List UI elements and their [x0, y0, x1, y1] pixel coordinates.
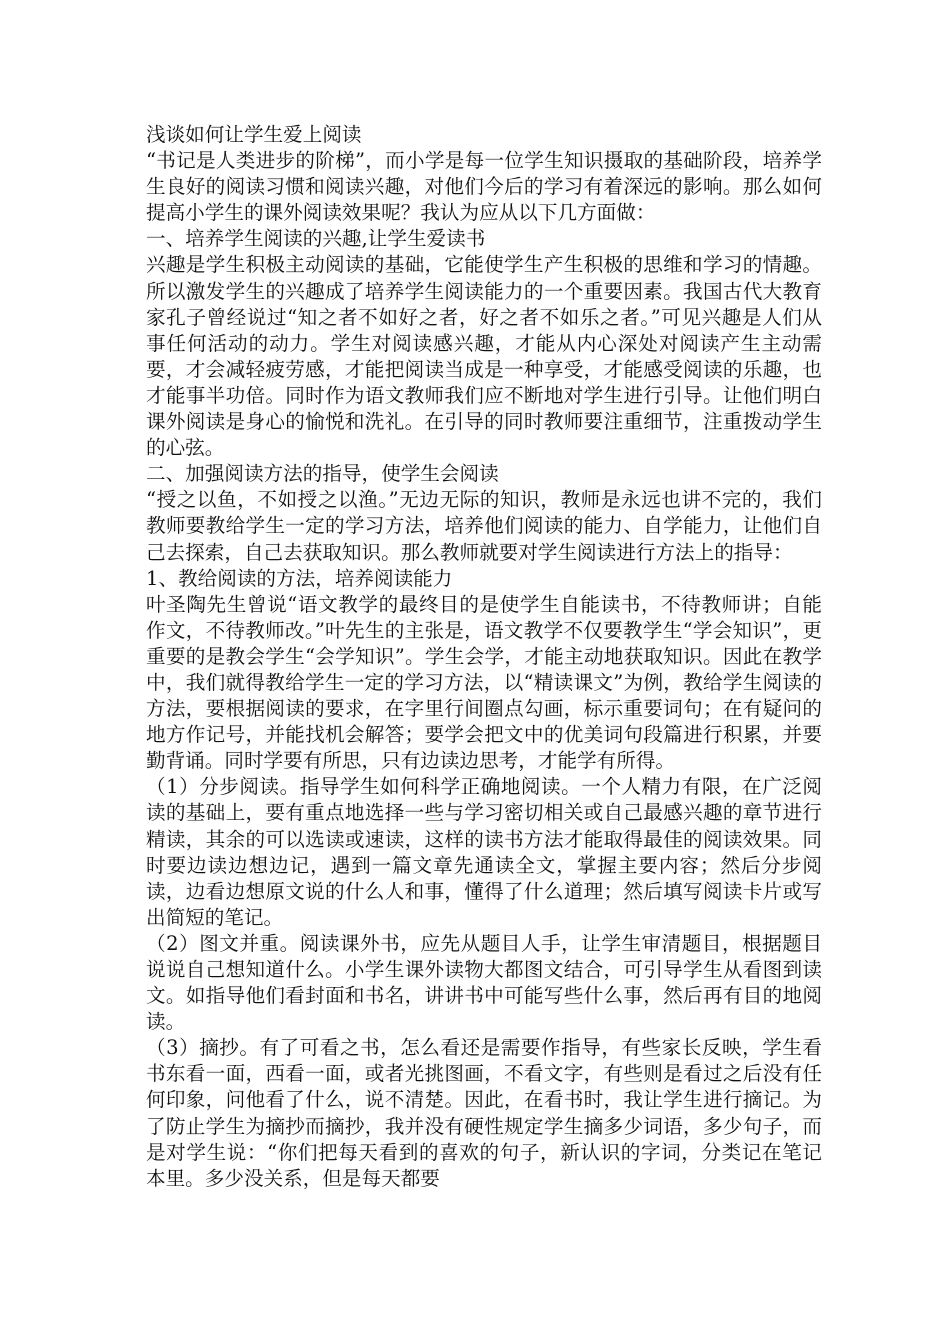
section2-paragraph: “授之以鱼，不如授之以渔。”无边无际的知识，教师是永远也讲不完的，我们教师要教给学生一定的学习方法，培养他们阅读的能力、自学能力，让他们自己去探索，自己去获取知识。那么教师就要对学生阅读进行方法上的指导：	[146, 488, 822, 564]
section1-heading: 一、培养学生阅读的兴趣,让学生爱读书	[146, 227, 486, 251]
intro-paragraph: “书记是人类进步的阶梯”，而小学是每一位学生知识摄取的基础阶段，培养学生良好的阅读习惯和阅读兴趣，对他们今后的学习有着深远的影响。那么如何提高小学生的课外阅读效果呢？我认为应从以下几方面做：	[146, 149, 822, 225]
section2-heading: 二、加强阅读方法的指导，使学生会阅读	[146, 462, 499, 486]
document-page	[146, 122, 822, 1192]
section1-paragraph: 兴趣是学生积极主动阅读的基础，它能使学生产生积极的思维和学习的情趣。所以激发学生的兴趣成了培养学生阅读能力的一个重要因素。我国古代大教育家孔子曾经说过“知之者不如好之者，好之者不如乐之者。”可见兴趣是人们从事任何活动的动力。学生对阅读感兴趣，才能从内心深处对阅读产生主动需要，才会减轻疲劳感，才能把阅读当成是一种享受，才能感受阅读的乐趣，也才能事半功倍。同时作为语文教师我们应不断地对学生进行引导。让他们明白课外阅读是身心的愉悦和洗礼。在引导的同时教师要注重细节，注重拨动学生的心弦。	[146, 253, 822, 460]
document-title: 浅谈如何让学生爱上阅读	[146, 123, 362, 146]
list-item-step-reading: （1）分步阅读。指导学生如何科学正确地阅读。一个人精力有限，在广泛阅读的基础上，要有重点地选择一些与学习密切相关或自己最感兴趣的章节进行精读，其余的可以选读或速读，这样的读书方法才能取得最佳的阅读效果。同时要边读边想边记，遇到一篇文章先通读全文，掌握主要内容；然后分步阅读，边看边想原文说的什么人和事，懂得了什么道理；然后填写阅读卡片或写出简短的笔记。	[146, 775, 822, 929]
list-item-image-text: （2）图文并重。阅读课外书，应先从题目人手，让学生审清题目，根据题目说说自己想知道什么。小学生课外读物大都图文结合，可引导学生从看图到读文。如指导他们看封面和书名，讲讲书中可能写些什么事，然后再有目的地阅读。	[146, 931, 822, 1034]
list-item-excerpt: （3）摘抄。有了可看之书，怎么看还是需要作指导，有些家长反映，学生看书东看一面，西看一面，或者光挑图画，不看文字，有些则是看过之后没有任何印象，问他看了什么，说不清楚。因此，在看书时，我让学生进行摘记。为了防止学生为摘抄而摘抄，我并没有硬性规定学生摘多少词语，多少句子，而是对学生说：“你们把每天看到的喜欢的句子，新认识的字词，分类记在笔记本里。多少没关系，但是每天都要	[146, 1036, 822, 1190]
subsection1-paragraph: 叶圣陶先生曾说“语文教学的最终目的是使学生自能读书，不待教师讲；自能作文，不待教师改。”叶先生的主张是，语文教学不仅要教学生“学会知识”，更重要的是教会学生“会学知识”。学生会学，才能主动地获取知识。因此在教学中，我们就得教给学生一定的学习方法，以“精读课文”为例，教给学生阅读的方法，要根据阅读的要求，在字里行间圈点勾画，标示重要词句；在有疑问的地方作记号，并能找机会解答；要学会把文中的优美词句段篇进行积累，并要勤背诵。同时学要有所思，只有边读边思考，才能学有所得。	[146, 592, 822, 773]
subsection1-heading: 1、教给阅读的方法，培养阅读能力	[146, 566, 453, 590]
